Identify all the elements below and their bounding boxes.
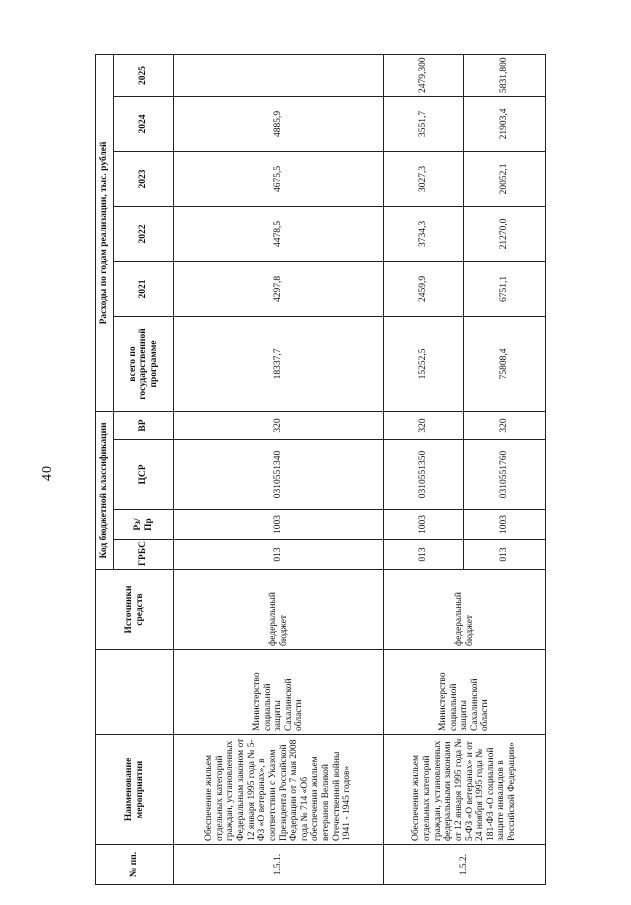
row-executor: Министерство социальной защиты Сахалинской области [384, 650, 546, 735]
table-row [174, 54, 384, 884]
col-2022-header: 2022 [114, 206, 174, 261]
col-source-header: Источники средств [96, 570, 174, 650]
row-2024: 3551,7 [384, 96, 464, 151]
col-total-header: всего по государственной программе [114, 316, 174, 411]
row-vr: 320 [464, 411, 546, 439]
col-vr-header: ВР [114, 411, 174, 439]
budget-table [95, 54, 546, 885]
row-name: Обеспечение жильем отдельных категорий граждан, установленных федеральными законами от 12 января 1995 года № 5-ФЗ «О ветеранах» и от 24 ноября 1995 года № 181-ФЗ «О социальной защите инвалидов в Российской Федерации» [384, 735, 546, 845]
col-no-header: № пп. [96, 845, 174, 885]
expense-group-header: Расходы по годам реализации, тыс. рублей [96, 54, 114, 411]
row-2021: 6751,1 [464, 261, 546, 316]
row-2022: 4478,5 [174, 206, 384, 261]
row-2023: 3027,3 [384, 151, 464, 206]
row-rzpr: 1003 [384, 510, 464, 540]
row-total: 18337,7 [174, 316, 384, 411]
row-2021: 4297,8 [174, 261, 384, 316]
col-name-header: Наименование мероприятия [96, 735, 174, 845]
code-group-header: Код бюджетной классификации [96, 411, 114, 569]
row-source: федеральный бюджет [174, 570, 384, 650]
row-name: Обеспечение жильем отдельных категорий граждан, установленных Федеральным законом от 12 января 1995 года № 5-ФЗ «О ветеранах», в соответствии с Указом Президента Российской Федерации от 7 мая 2008 года № 714 «Об обеспечении жильем ветеранов Великой Отечественной войны 1941 - 1945 годов» [174, 735, 384, 845]
row-grbs: 013 [464, 540, 546, 570]
row-csr: 0310551350 [384, 440, 464, 510]
row-rzpr: 1003 [464, 510, 546, 540]
col-2021-header: 2021 [114, 261, 174, 316]
col-csr-header: ЦСР [114, 440, 174, 510]
col-rzpr-header: Рз/ Пр [114, 510, 174, 540]
row-2025: 5831,800 [464, 54, 546, 96]
row-csr: 0310551340 [174, 440, 384, 510]
row-2024: 21903,4 [464, 96, 546, 151]
row-vr: 320 [174, 411, 384, 439]
row-number: 1.5.1. [174, 845, 384, 885]
col-2025-header: 2025 [114, 54, 174, 96]
row-2023: 4675,5 [174, 151, 384, 206]
rotated-table-container [95, 55, 545, 885]
row-2025: 2479,300 [384, 54, 464, 96]
page-number: 40 [40, 465, 55, 481]
row-vr: 320 [384, 411, 464, 439]
row-number: 1.5.2. [384, 845, 546, 885]
col-grbs-header: ГРБС [114, 540, 174, 570]
row-grbs: 013 [384, 540, 464, 570]
table-row [384, 54, 464, 884]
row-total: 15252,5 [384, 316, 464, 411]
row-source: федеральный бюджет [384, 570, 546, 650]
row-csr: 0310551760 [464, 440, 546, 510]
row-2021: 2459,9 [384, 261, 464, 316]
col-2024-header: 2024 [114, 96, 174, 151]
row-2022: 3734,3 [384, 206, 464, 261]
row-2025 [174, 54, 384, 96]
row-total: 75808,4 [464, 316, 546, 411]
row-2023: 20052,1 [464, 151, 546, 206]
col-2023-header: 2023 [114, 151, 174, 206]
row-executor: Министерство социальной защиты Сахалинской области [174, 650, 384, 735]
row-2022: 21270,0 [464, 206, 546, 261]
row-2024: 4885,9 [174, 96, 384, 151]
col-executor-header [96, 650, 174, 735]
row-rzpr: 1003 [174, 510, 384, 540]
row-grbs: 013 [174, 540, 384, 570]
